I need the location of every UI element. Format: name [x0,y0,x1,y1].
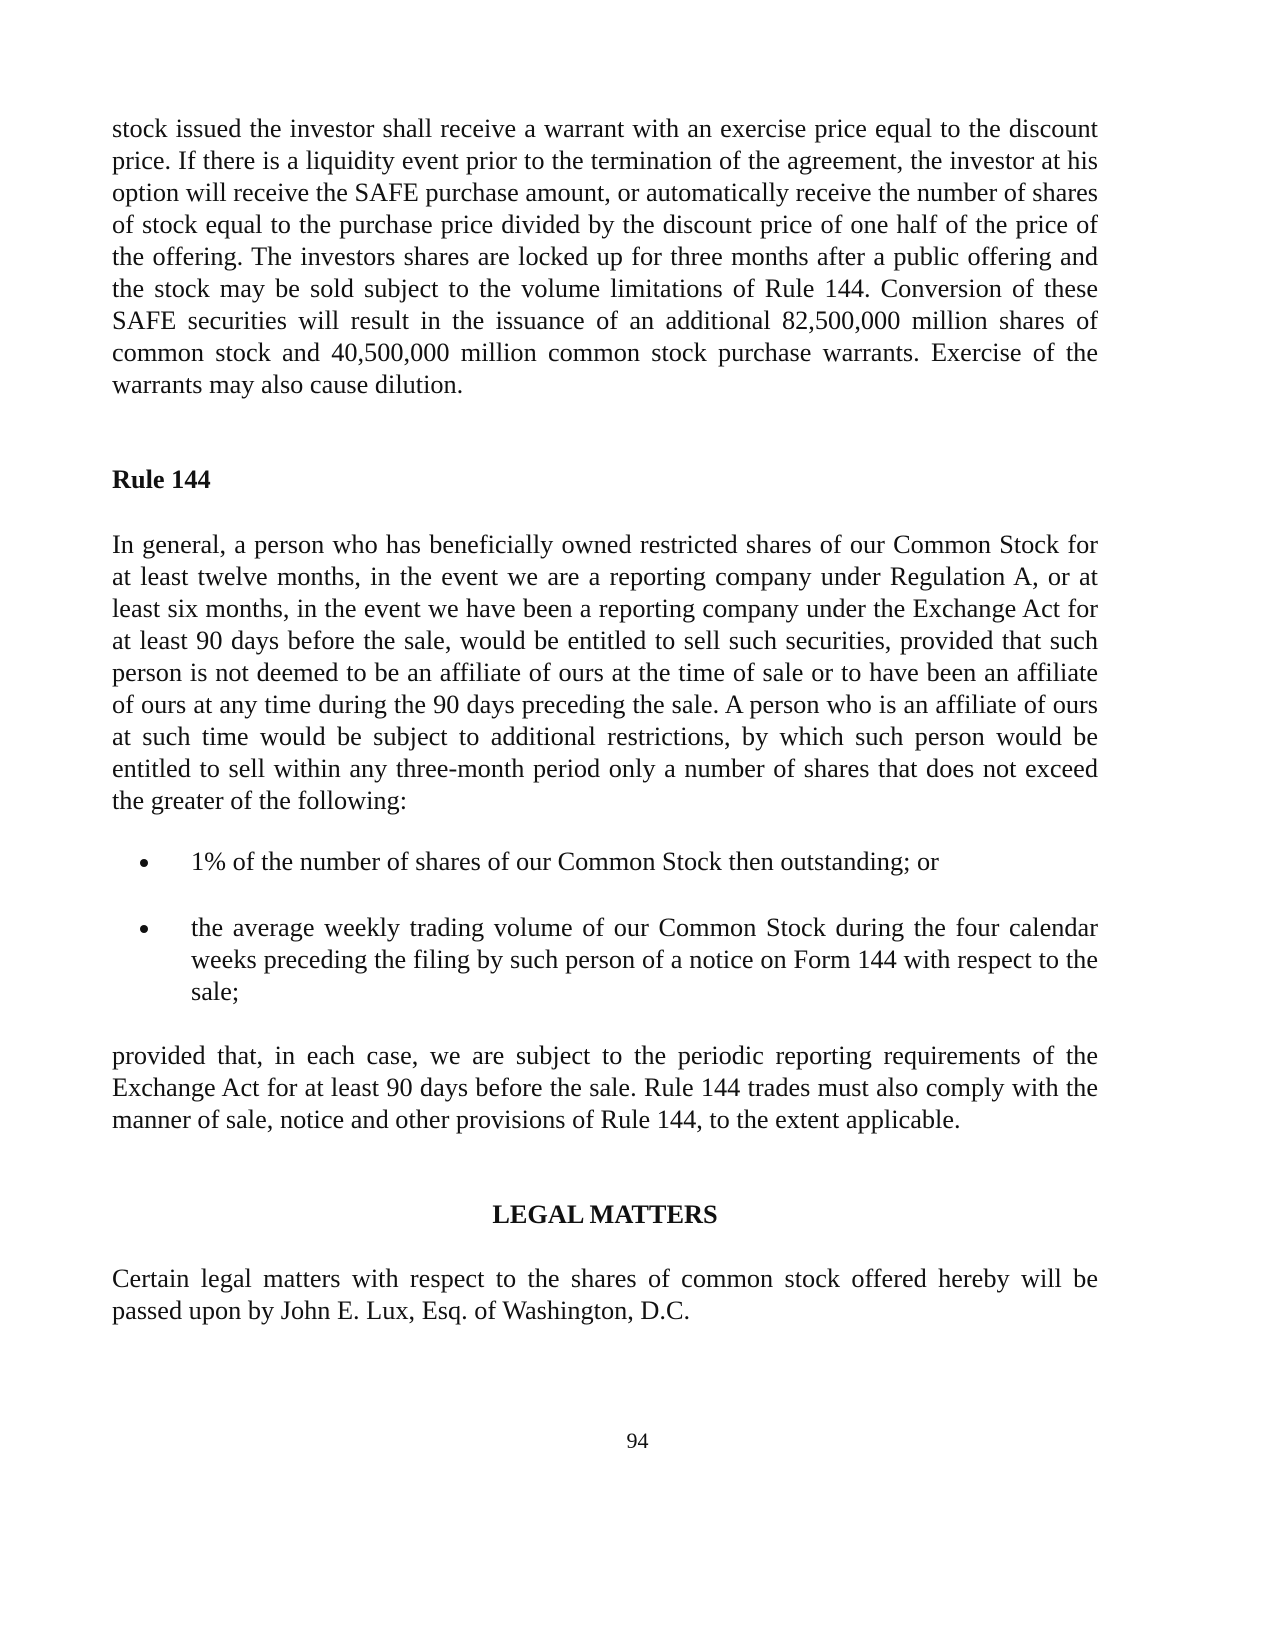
bullet-icon [140,859,148,867]
page-number: 94 [626,1428,649,1453]
legal-matters-paragraph: Certain legal matters with respect to the shares of common stock offered hereby will be passed upon by John E. Lux, Esq. of Washington, D.C. [112,1264,1098,1325]
bullet-icon [140,925,148,933]
bullet-text: 1% of the number of shares of our Common Stock then outstanding; or [191,847,939,876]
rule-144-outro-paragraph: provided that, in each case, we are subject to the periodic reporting requirements of the Exchange Act for at least 90 days before the sale. Rule 144 trades must also comply with the manner of sale, notice and other provisions of Rule 144, to the extent applicable. [112,1041,1098,1134]
list-item [112,912,1098,1008]
bullet-text: the average weekly trading volume of our Common Stock during the four calendar weeks preceding the filing by such person of a notice on Form 144 with respect to the sale; [191,913,1098,1006]
rule-144-bullet-list [112,846,1098,1008]
rule-144-heading: Rule 144 [112,465,211,494]
safe-paragraph: stock issued the investor shall receive a warrant with an exercise price equal to the discount price. If there is a liquidity event prior to the termination of the agreement, the investor at his option will receive the SAFE purchase amount, or automatically receive the number of shares of stock equal to the purchase price divided by the discount price of one half of the price of the offering. The investors shares are locked up for three months after a public offering and the stock may be sold subject to the volume limitations of Rule 144. Conversion of these SAFE securities will result in the issuance of an additional 82,500,000 million shares of common stock and 40,500,000 million common stock purchase warrants. Exercise of the warrants may also cause dilution. [112,114,1098,399]
rule-144-intro-paragraph: In general, a person who has beneficially owned restricted shares of our Common Stock for at least twelve months, in the event we are a reporting company under Regulation A, or at least six months, in the event we have been a reporting company under the Exchange Act for at least 90 days before the sale, would be entitled to sell such securities, provided that such person is not deemed to be an affiliate of ours at the time of sale or to have been an affiliate of ours at any time during the 90 days preceding the sale. A person who is an affiliate of ours at such time would be subject to additional restrictions, by which such person would be entitled to sell within any three-month period only a number of shares that does not exceed the greater of the following: [112,530,1098,815]
list-item [112,846,1098,878]
legal-matters-heading: LEGAL MATTERS [492,1200,718,1229]
